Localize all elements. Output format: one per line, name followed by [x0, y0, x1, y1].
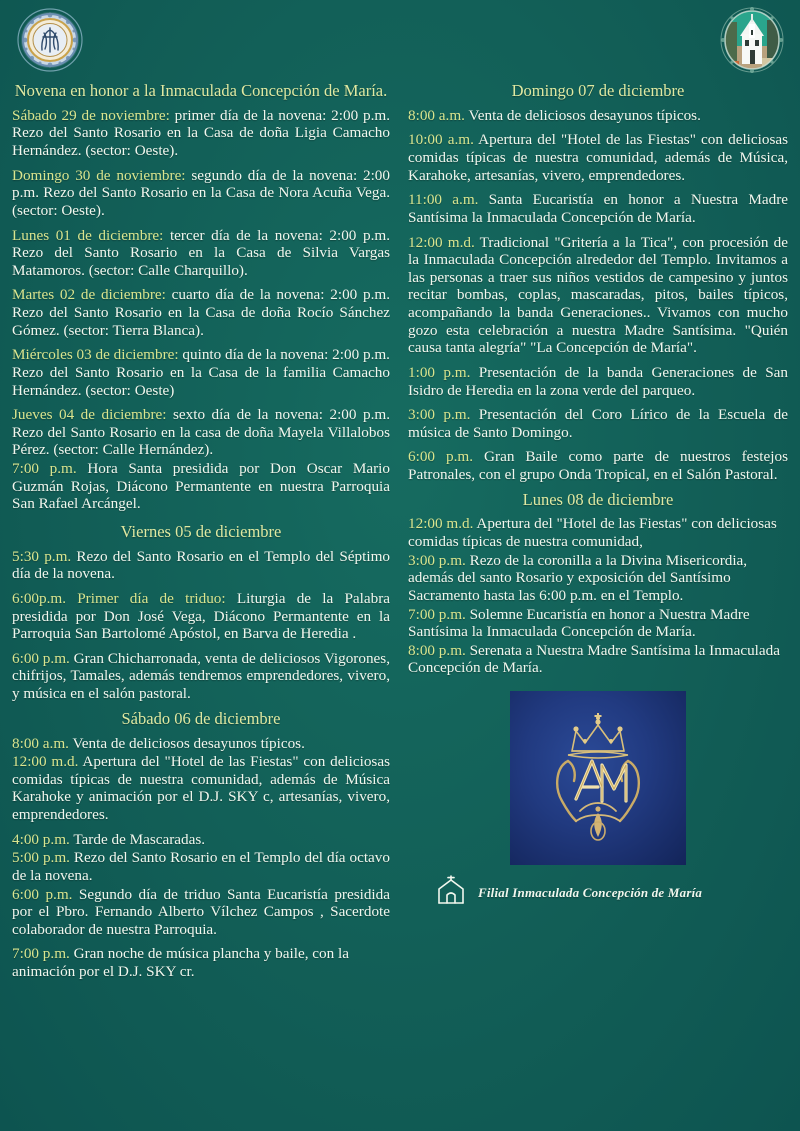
church-photo-medallion-icon [716, 6, 788, 74]
event-lead: 7:00 p.m. [12, 460, 77, 478]
event-entry [408, 364, 788, 399]
domingo-heading: Domingo 07 de diciembre [511, 81, 685, 100]
program-columns [0, 78, 800, 988]
lunes-heading: Lunes 08 de diciembre [522, 489, 674, 509]
event-text: Presentación de la banda Generaciones de San Isidro de Heredia en la zona verde del parqueo. [408, 363, 788, 399]
event-text: quinto día de la novena: 2:00 p.m. Rezo del Santo Rosario en la Casa de la familia Camacho Hernández. (sector: Oeste) [12, 346, 390, 399]
event-lead: 6:00 p.m. [12, 649, 70, 667]
event-text: Tarde de Mascaradas. [69, 830, 206, 848]
event-text: tercer día de la novena: 2:00 p.m. Rezo del Santo Rosario en la Casa de Silvia Vargas Matamoros. (sector: Calle Charquillo). [12, 226, 390, 279]
event-lead: 12:00 m.d. [408, 233, 475, 251]
event-entry [12, 735, 390, 753]
poster-title [0, 0, 800, 78]
event-text: Rezo del Santo Rosario en el Templo del día octavo de la novena. [12, 849, 390, 884]
event-lead: 1:00 p.m. [408, 363, 471, 381]
marian-monogram-medallion-icon [14, 6, 86, 74]
event-entry [408, 107, 788, 125]
event-entry [408, 606, 788, 641]
event-entry [12, 460, 390, 513]
event-text: Apertura del "Hotel de las Fiestas" con deliciosas comidas típicas de nuestra comunidad, [408, 515, 777, 551]
event-text: Rezo de la coronilla a la Divina Misericordia, además del santo Rosario y exposición del Santísimo Sacramento hasta las 6:00 p.m. en el Templo. [408, 551, 748, 604]
event-text: segundo día de la novena: 2:00 p.m. Rezo del Santo Rosario en la Casa de Nora Acuña Vega. (sector: Oeste). [12, 166, 390, 219]
crowned-auspice-maria-monogram-icon [510, 691, 686, 865]
event-text: Santa Eucaristía en honor a Nuestra Madre Santísima la Inmaculada Concepción de María. [408, 191, 788, 226]
event-entry [12, 650, 390, 703]
event-lead: 6:00 p.m. [408, 448, 474, 466]
event-text: Gran noche de música plancha y baile, con la animación por el D.J. SKY cr. [12, 945, 349, 981]
event-lead: 8:00 a.m. [12, 734, 69, 752]
emblem-block [510, 691, 686, 865]
event-text: Solemne Eucaristía en honor a Nuestra Madre Santísima la Inmaculada Concepción de María. [408, 605, 750, 641]
event-lead: 12:00 m.d. [12, 753, 79, 771]
event-text: sexto día de la novena: 2:00 p.m. Rezo del Santo Rosario en la casa de doña Mayela Villalobos Pérez. (sector: Calle Hernández). [12, 406, 390, 459]
event-entry [408, 642, 788, 677]
event-text: Segundo día de triduo Santa Eucaristía presidida por el Pbro. Fernando Alberto Vílchez Campos , Sacerdote colaborador de nuestra Parroquia. [12, 885, 390, 938]
event-text: Apertura del "Hotel de las Fiestas" con deliciosas comidas típicas de nuestra comunidad, además de Música, Karahoke, artesanías, vivero, emprendedores. [408, 131, 789, 184]
event-entry [408, 552, 788, 605]
event-lead: Domingo 30 de noviembre: [12, 166, 186, 184]
event-entry [12, 227, 390, 280]
event-lead: 5:00 p.m. [12, 849, 70, 867]
event-lead: Miércoles 03 de diciembre: [12, 346, 179, 364]
event-lead: 7:00 p.m. [12, 945, 70, 963]
event-text: Venta de deliciosos desayunos típicos. [464, 106, 701, 124]
event-entry [12, 548, 390, 583]
novena-heading: Novena en honor a la Inmaculada Concepción de María. [14, 81, 388, 100]
event-lead: 10:00 a.m. [408, 131, 474, 149]
event-text: Apertura del "Hotel de las Fiestas" con deliciosas comidas típicas de nuestra comunidad, además de Música Karahoke y animación por el D.J. SKY c, artesanías, vivero, emprendedores. [12, 753, 390, 824]
event-entry [12, 406, 390, 459]
event-lead: 4:00 p.m. [12, 830, 70, 848]
event-lead: Sábado 29 de noviembre: [12, 106, 170, 124]
event-lead: Martes 02 de diciembre: [12, 286, 166, 304]
event-text: Gran Chicharronada, venta de deliciosos Vigorones, chifrijos, Tamales, además tendremos emprendedores, vivero, y música en el salón pastoral. [12, 649, 390, 703]
event-text: Serenata a Nuestra Madre Santísima la Inmaculada Concepción de María. [408, 641, 780, 677]
event-lead: 6:00p.m. Primer día de triduo: [12, 589, 226, 607]
event-entry [12, 753, 390, 824]
left-column [0, 78, 400, 988]
event-entry [408, 515, 788, 550]
event-entry [12, 346, 390, 399]
event-lead: 5:30 p.m. [12, 547, 72, 565]
sabado-heading: Sábado 06 de diciembre [121, 708, 281, 728]
event-text: Venta de deliciosos desayunos típicos. [68, 734, 305, 752]
event-lead: 8:00 p.m. [408, 641, 466, 659]
church-icon [434, 875, 468, 910]
event-lead: 12:00 m.d. [408, 515, 474, 533]
event-entry [12, 886, 390, 939]
event-text: Hora Santa presidida por Don Oscar Mario Guzmán Rojas, Diácono Permantente en nuestra Parroquia San Rafael Arcángel. [12, 460, 390, 513]
event-entry [408, 406, 788, 441]
event-lead: 8:00 a.m. [408, 106, 465, 124]
event-text: Presentación del Coro Lírico de la Escuela de música de Santo Domingo. [408, 406, 788, 441]
event-text: Tradicional "Gritería a la Tica", con procesión de la Inmaculada Concepción alrededor del Templo. Invitamos a las personas a traer sus niños vestidos de campesino y juntos recitar bombas, coplas, mascaradas, pitos, bailes típicos, acompañando la banda Generaciones.. Vivamos con mucho gozo esta celebración a nuestra Madre Santísima. "Quién causa tanta alegría" "La Concepción de María". [408, 233, 788, 357]
event-lead: Lunes 01 de diciembre: [12, 226, 164, 244]
event-text: Liturgia de la Palabra presidida por Don José Vega, Diácono Permantente en la Parroquia San Bartolomé Apóstol, en Barva de Heredia . [12, 589, 390, 643]
poster-header [0, 0, 800, 78]
right-column [400, 78, 800, 910]
event-text: Rezo del Santo Rosario en el Templo del Séptimo día de la novena. [12, 547, 390, 583]
event-lead: 11:00 a.m. [408, 191, 479, 209]
filial-caption [408, 875, 788, 910]
event-text: cuarto día de la novena: 2:00 p.m. Rezo del Santo Rosario en la Casa de doña Rocío Sánchez Gómez. (sector: Tierra Blanca). [12, 286, 391, 339]
event-lead: 3:00 p.m. [408, 406, 471, 424]
event-entry [12, 945, 390, 980]
event-entry [408, 191, 788, 226]
event-lead: 3:00 p.m. [408, 551, 466, 569]
event-lead: 7:00 p.m. [408, 605, 466, 623]
event-entry [12, 107, 390, 160]
event-entry [408, 131, 788, 184]
event-text: Gran Baile como parte de nuestros festejos Patronales, con el grupo Onda Tropical, en el Salón Pastoral. [408, 448, 788, 484]
event-entry [408, 448, 788, 483]
event-entry [12, 849, 390, 884]
viernes-heading: Viernes 05 de diciembre [120, 521, 282, 541]
event-entry [12, 831, 390, 849]
event-entry [12, 286, 390, 339]
event-entry [12, 590, 390, 643]
event-entry [408, 234, 788, 357]
event-lead: 6:00 p.m. [12, 885, 73, 903]
filial-caption-text: Filial Inmaculada Concepción de María [478, 884, 703, 900]
event-lead: Jueves 04 de diciembre: [12, 406, 167, 424]
event-text: primer día de la novena: 2:00 p.m. Rezo del Santo Rosario en la Casa de doña Ligia Camacho Hernández. (sector: Oeste). [12, 106, 390, 160]
event-entry [12, 167, 390, 220]
